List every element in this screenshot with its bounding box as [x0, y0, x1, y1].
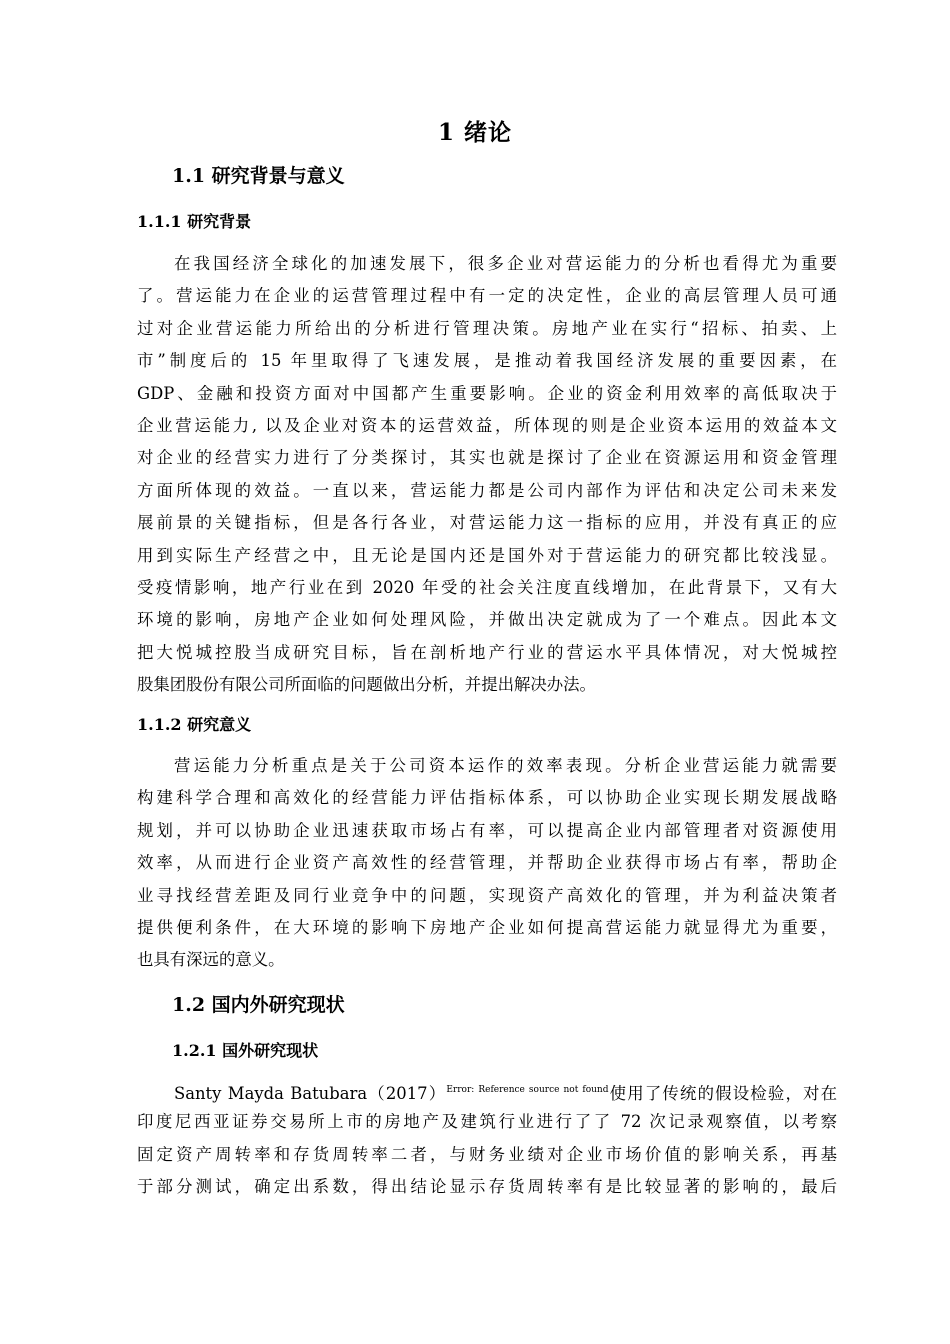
text-fragment: 使用了传统的假设检验，对在: [608, 1084, 838, 1103]
text-line: 股集团股份有限公司所面临的问题做出分析，并提出解决办法。: [137, 675, 596, 695]
text-line: GDP、金融和投资方面对中国都产生重要影响。企业的资金利用效率的高低取决于: [137, 383, 837, 403]
text-line: 展前景的关键指标，但是各行各业，对营运能力这一指标的应用，并没有真正的应: [137, 513, 837, 533]
text-line: 业寻找经营差距及同行业竞争中的问题，实现资产高效化的管理，并为利益决策者: [137, 885, 837, 905]
subsection-heading-1-2-1: 1.2.1 国外研究现状: [172, 1041, 319, 1060]
text-line: 于部分测试，确定出系数，得出结论显示存货周转率有是比较显著的影响的，最后: [137, 1177, 837, 1197]
paragraph-research-background: [137, 248, 837, 701]
text-line: 受疫情影响，地产行业在到 2020 年受的社会关注度直线增加，在此背景下，又有大: [137, 577, 837, 597]
text-line: 规划，并可以协助企业迅速获取市场占有率，可以提高企业内部管理者对资源使用: [137, 820, 837, 840]
text-line: 用到实际生产经营之中，且无论是国内还是国外对于营运能力的研究都比较浅显。: [137, 545, 837, 565]
section-heading-1-2: 1.2 国内外研究现状: [172, 994, 345, 1016]
text-line: 了。营运能力在企业的运营管理过程中有一定的决定性，企业的高层管理人员可通: [137, 286, 837, 306]
text-line: 企业营运能力, 以及企业对资本的运营效益，所体现的则是企业资本运用的效益本文: [137, 415, 837, 435]
subsection-heading-1-1-1: 1.1.1 研究背景: [137, 212, 252, 231]
paragraph-research-significance: [137, 750, 837, 977]
chapter-title: 1 绪论: [437, 119, 512, 146]
paragraph-foreign-research: [137, 1074, 837, 1204]
text-line: 也具有深远的意义。: [137, 950, 285, 970]
subsection-heading-1-1-2: 1.1.2 研究意义: [137, 715, 252, 734]
text-line: 印度尼西亚证券交易所上市的房地产及建筑行业进行了了 72 次记录观察值，以考察: [137, 1112, 837, 1132]
text-line: 营运能力分析重点是关于公司资本运作的效率表现。分析企业营运能力就需要: [174, 756, 837, 775]
text-line: 环境的影响，房地产企业如何处理风险，并做出决定就成为了一个难点。因此本文: [137, 610, 837, 630]
text-line: 市”制度后的 15 年里取得了飞速发展，是推动着我国经济发展的重要因素，在: [137, 351, 837, 371]
text-line: 对企业的经营实力进行了分类探讨，其实也就是探讨了企业在资源运用和资金管理: [137, 448, 837, 468]
text-line: 方面所体现的效益。一直以来，营运能力都是公司内部作为评估和决定公司未来发: [137, 480, 837, 500]
text-line: 在我国经济全球化的加速发展下，很多企业对营运能力的分析也看得尤为重要: [174, 254, 837, 273]
text-line: 提供便利条件，在大环境的影响下房地产企业如何提高营运能力就显得尤为重要，: [137, 917, 837, 937]
text-line: 把大悦城控股当成研究目标，旨在剖析地产行业的营运水平具体情况，对大悦城控: [137, 642, 837, 662]
text-line: 效率，从而进行企业资产高效性的经营管理，并帮助企业获得市场占有率，帮助企: [137, 853, 837, 873]
text-line: [137, 1074, 837, 1106]
text-line: 固定资产周转率和存货周转率二者，与财务业绩对企业市场价值的影响关系，再基: [137, 1144, 837, 1164]
reference-error: Error: Reference source not found: [446, 1085, 609, 1095]
author-citation: Santy Mayda Batubara（2017）: [174, 1084, 447, 1103]
text-line: 构建科学合理和高效化的经营能力评估指标体系，可以协助企业实现长期发展战略: [137, 788, 837, 808]
section-heading-1-1: 1.1 研究背景与意义: [172, 165, 345, 187]
text-line: 过对企业营运能力所给出的分析进行管理决策。房地产业在实行“招标、拍卖、上: [137, 318, 837, 338]
